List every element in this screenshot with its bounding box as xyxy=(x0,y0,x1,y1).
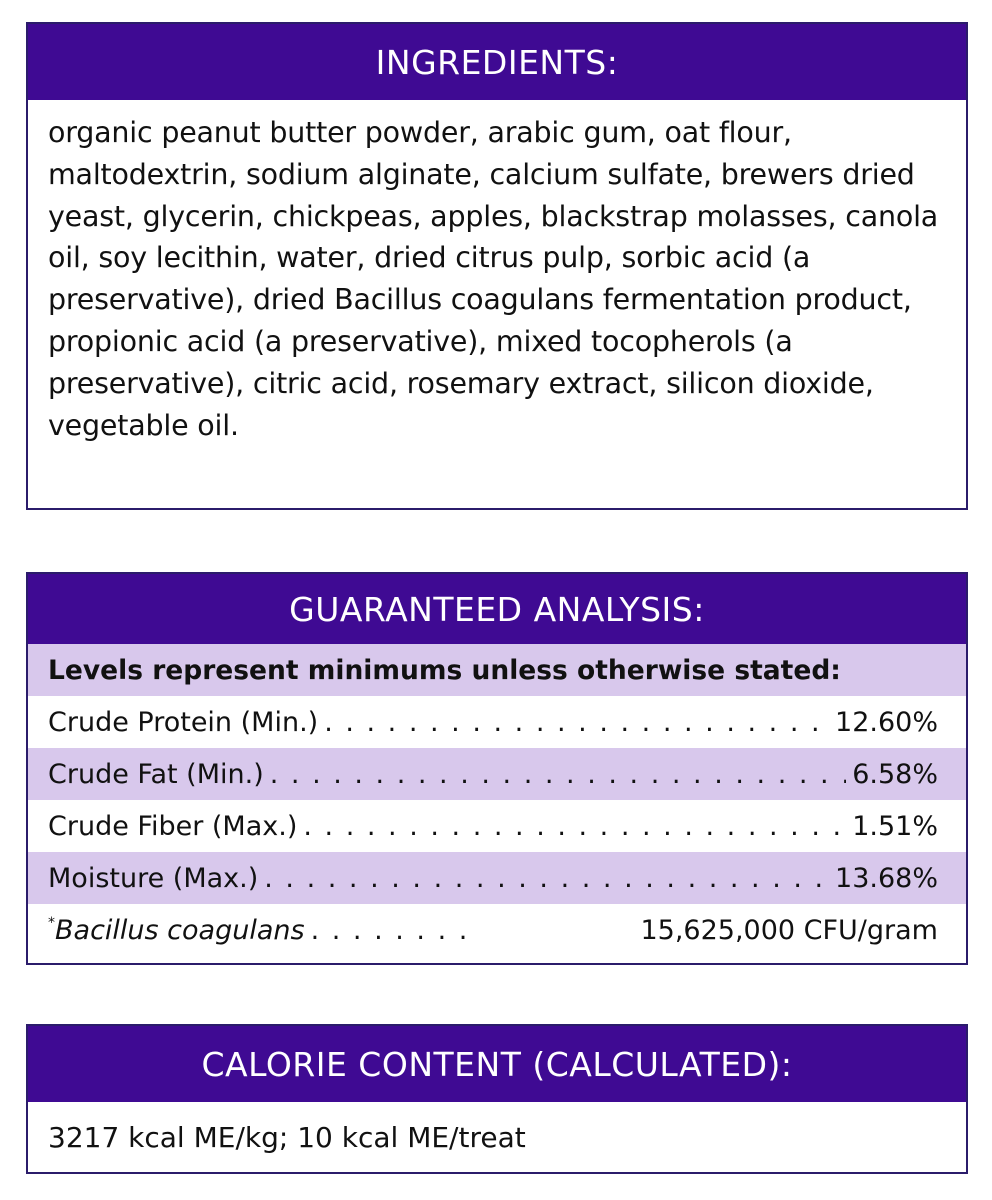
analysis-row xyxy=(28,852,966,904)
probiotic-row xyxy=(28,904,966,956)
ingredients-text: organic peanut butter powder, arabic gum, oat flour, maltodextrin, sodium alginate, calcium sulfate, brewers dried yeast, glycerin, chickpeas, apples, blackstrap molasses, canola oil, soy lecithin, water, dried citrus pulp, sorbic acid (a preservative), dried Bacillus coagulans fermentation product, propionic acid (a preservative), mixed tocopherols (a preservative), citric acid, rosemary extract, silicon dioxide, vegetable oil. xyxy=(48,116,939,442)
row-value: 13.68% xyxy=(835,862,938,894)
calorie-panel xyxy=(26,1024,968,1174)
dot-leader xyxy=(264,863,829,894)
calorie-title: CALORIE CONTENT (CALCULATED): xyxy=(28,1026,966,1102)
analysis-row xyxy=(28,696,966,748)
row-label: Crude Fiber (Max.) xyxy=(48,810,298,842)
row-value: 6.58% xyxy=(852,758,938,790)
analysis-row xyxy=(28,800,966,852)
row-value: 15,625,000 CFU/gram xyxy=(640,914,938,946)
dot-leader xyxy=(270,759,846,790)
row-label: Moisture (Max.) xyxy=(48,862,259,894)
ingredients-panel xyxy=(26,22,968,510)
footnote-marker: * xyxy=(48,914,55,931)
dot-leader xyxy=(324,707,829,738)
probiotic-label: Bacillus coagulans xyxy=(55,914,305,946)
row-label: Crude Protein (Min.) xyxy=(48,706,319,738)
row-label: Crude Fat (Min.) xyxy=(48,758,264,790)
row-value: 12.60% xyxy=(835,706,938,738)
analysis-subtitle: Levels represent minimums unless otherwise stated: xyxy=(28,644,966,696)
calorie-text: 3217 kcal ME/kg; 10 kcal ME/treat xyxy=(48,1120,526,1154)
ingredients-title: INGREDIENTS: xyxy=(28,24,966,100)
dot-leader xyxy=(311,915,471,946)
row-label xyxy=(48,915,305,946)
analysis-title: GUARANTEED ANALYSIS: xyxy=(28,574,966,644)
row-value: 1.51% xyxy=(852,810,938,842)
dot-leader xyxy=(303,811,846,842)
analysis-row xyxy=(28,748,966,800)
guaranteed-analysis-panel xyxy=(26,572,968,965)
